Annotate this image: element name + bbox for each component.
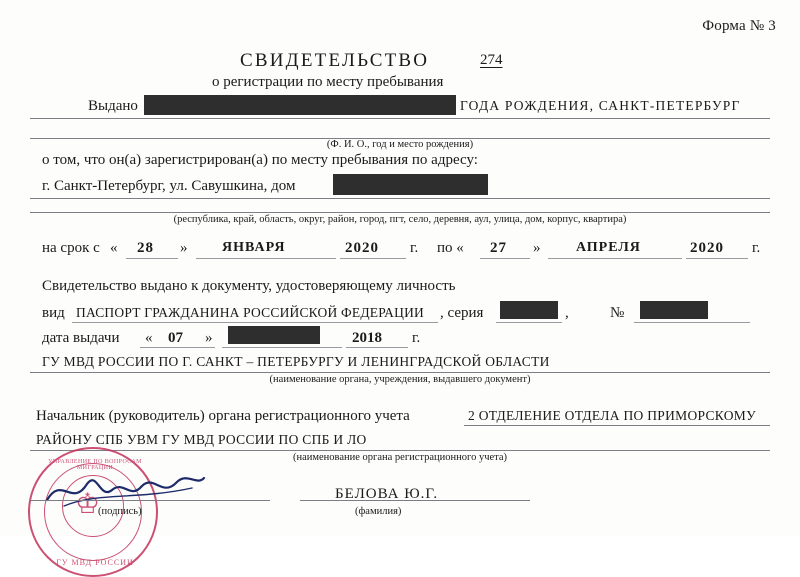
term-month-from: ЯНВАРЯ	[222, 240, 286, 255]
rule-chief-org-2	[30, 450, 770, 451]
term-year-mark-from: г.	[410, 240, 419, 256]
authority-hint: (наименование органа, учреждения, выдавшего документ)	[269, 374, 531, 385]
rule-chief-org-1	[464, 425, 770, 426]
term-year-from: 2020	[345, 240, 379, 256]
chief-org-line2: РАЙОНУ СПБ УВМ ГУ МВД РОССИИ ПО СПБ И ЛО	[36, 432, 367, 447]
rule-day-from	[126, 258, 178, 259]
issue-quote-open: «	[145, 330, 153, 346]
stamp-text-bottom: ГУ МВД РОССИИ	[56, 558, 134, 567]
rule-identity-type	[72, 322, 438, 323]
identity-type-label: вид	[42, 305, 65, 321]
term-quote-open: «	[110, 240, 118, 256]
handwritten-signature	[42, 470, 207, 510]
rule-identity-number	[634, 322, 750, 323]
issue-year-mark: г.	[412, 330, 421, 346]
rule-day-to	[480, 258, 530, 259]
page-title: СВИДЕТЕЛЬСТВО	[240, 50, 430, 71]
redaction-address	[333, 174, 488, 195]
certificate-number: 274	[480, 52, 503, 68]
rule-issued-to	[30, 118, 770, 119]
rule-month-from	[196, 258, 336, 259]
rule-issue-year	[346, 347, 408, 348]
rule-issue-month	[222, 347, 342, 348]
identity-series-label: , серия	[440, 305, 484, 321]
issued-to-value: ГОДА РОЖДЕНИЯ, САНКТ-ПЕТЕРБУРГ	[460, 98, 741, 113]
term-day-from: 28	[137, 240, 154, 256]
chief-org-line1: 2 ОТДЕЛЕНИЕ ОТДЕЛА ПО ПРИМОРСКОМУ	[468, 408, 756, 423]
term-quote-close-2: »	[533, 240, 541, 256]
issued-to-label: Выдано	[88, 98, 138, 114]
issue-year: 2018	[352, 330, 382, 346]
address-hint: (республика, край, область, округ, район, город, пгт, село, деревня, аул, улица, дом, корпус, квартира)	[173, 214, 627, 225]
redaction-issue-month	[228, 326, 320, 344]
form-number: Форма № 3	[702, 18, 776, 34]
rule-signature	[30, 500, 270, 501]
issue-quote-close: »	[205, 330, 213, 346]
redaction-name	[144, 95, 456, 115]
identity-intro: Свидетельство выдано к документу, удостоверяющему личность	[42, 278, 456, 294]
term-prefix: на срок с	[42, 240, 100, 256]
identity-number-label: №	[610, 305, 625, 321]
rule-address-2	[30, 212, 770, 213]
double-eagle-icon: ♔	[75, 489, 101, 520]
identity-type-value: ПАСПОРТ ГРАЖДАНИНА РОССИЙСКОЙ ФЕДЕРАЦИИ	[76, 305, 424, 320]
issue-day: 07	[168, 330, 183, 346]
issue-date-label: дата выдачи	[42, 330, 120, 346]
term-middle: по «	[437, 240, 464, 256]
rule-address-1	[30, 198, 770, 199]
chief-label: Начальник (руководитель) органа регистрационного учета	[36, 408, 410, 424]
rule-month-to	[548, 258, 682, 259]
redaction-number	[640, 301, 708, 319]
rule-year-from	[340, 258, 406, 259]
term-month-to: АПРЕЛЯ	[576, 240, 641, 255]
rule-year-to	[686, 258, 748, 259]
signature-hint: (подпись)	[98, 506, 142, 517]
term-year-mark-to: г.	[752, 240, 761, 256]
identity-authority: ГУ МВД РОССИИ ПО Г. САНКТ – ПЕТЕРБУРГУ И ЛЕНИНГРАДСКОЙ ОБЛАСТИ	[42, 354, 550, 369]
rule-issue-day	[140, 347, 215, 348]
surname-hint: (фамилия)	[355, 506, 402, 517]
rule-surname	[300, 500, 530, 501]
term-year-to: 2020	[690, 240, 724, 256]
identity-comma: ,	[565, 305, 569, 321]
term-quote-close: »	[180, 240, 188, 256]
chief-org-hint: (наименование органа регистрационного учета)	[292, 452, 508, 463]
stamp-text-top: УПРАВЛЕНИЕ ПО ВОПРОСАМ МИГРАЦИИ	[48, 459, 142, 471]
term-day-to: 27	[490, 240, 507, 256]
fio-hint: (Ф. И. О., год и место рождения)	[326, 139, 474, 150]
registered-line: о том, что он(а) зарегистрирован(а) по месту пребывания по адресу:	[42, 152, 478, 168]
page-subtitle: о регистрации по месту пребывания	[212, 74, 444, 90]
address-value: г. Санкт-Петербург, ул. Савушкина, дом	[42, 178, 296, 194]
rule-identity-series	[496, 322, 562, 323]
redaction-series	[500, 301, 558, 319]
chief-surname: БЕЛОВА Ю.Г.	[335, 486, 439, 502]
rule-authority	[30, 372, 770, 373]
